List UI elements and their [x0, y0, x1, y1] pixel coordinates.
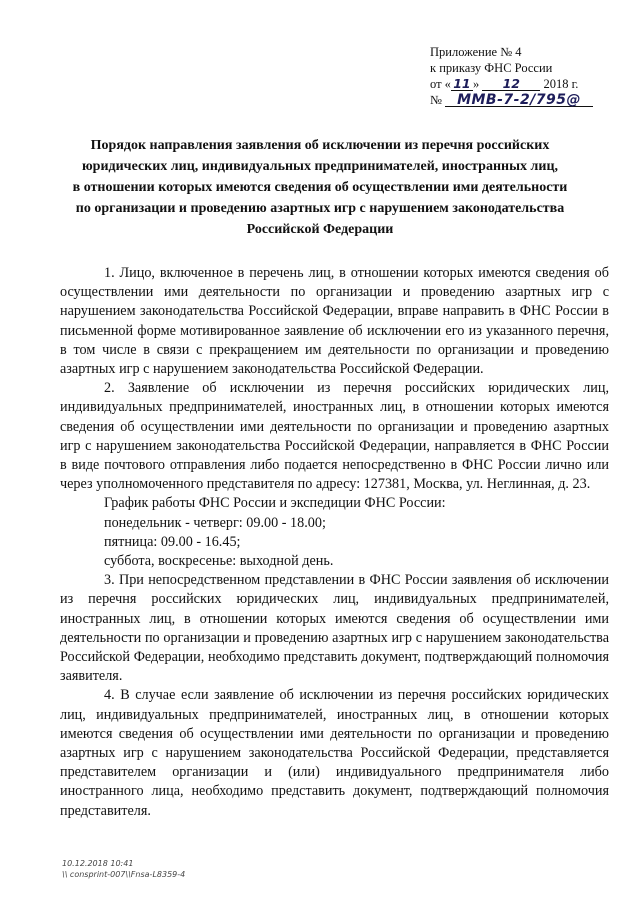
date-mid: »: [472, 77, 480, 91]
title-line: в отношении которых имеются сведения об осуществлении ими деятельности: [72, 180, 568, 195]
paragraph-2: 2. Заявление об исключении из перечня российских юридических лиц, индивидуальных предпринимателей, иностранных лиц, в отношении которых имеются сведения об осуществлении ими деятельности по организации и проведению азартных игр с нарушением законодательства Российской Федерации, направляется в ФНС России в виде почтового отправления либо подается непосредственно в ФНС России лично или через уполномоченного представителя по адресу: 127381, Москва, ул. Неглинная, д. 23.: [60, 380, 609, 493]
order-number-line: [430, 92, 593, 108]
approval-header: [430, 44, 593, 108]
schedule-weekdays: понедельник - четверг: 09.00 - 18.00;: [104, 514, 326, 531]
number-prefix: №: [430, 93, 442, 107]
title-line: Российской Федерации: [246, 222, 394, 237]
order-reference: к приказу ФНС России: [430, 61, 553, 75]
order-date: [430, 76, 593, 92]
title-line: юридических лиц, индивидуальных предпринимателей, иностранных лиц,: [81, 159, 559, 174]
schedule-weekend: суббота, воскресенье: выходной день.: [104, 553, 334, 570]
print-timestamp: 10.12.2018 10:41: [62, 859, 134, 868]
appendix-label: Приложение № 4: [430, 45, 522, 59]
date-month-handwritten: 12: [482, 76, 540, 91]
schedule-title: График работы ФНС России и экспедиции ФНС России:: [104, 495, 446, 512]
document-body: [60, 264, 609, 821]
paragraph-1: 1. Лицо, включенное в перечень лиц, в отношении которых имеются сведения об осуществлении ими деятельности по организации и проведению азартных игр с нарушением законодательства Российской Федерации, вправе направить в ФНС России в письменной форме мотивированное заявление об исключении его из указанного перечня, в том числе в связи с прекращением им деятельности по организации и проведению азартных игр с нарушением законодательства Российской Федерации.: [60, 265, 609, 378]
date-day-handwritten: 11: [451, 76, 473, 91]
paragraph-3: 3. При непосредственном представлении в ФНС России заявления об исключении из перечня российских юридических лиц, индивидуальных предпринимателей, иностранных лиц, в отношении которых имеются сведения об осуществлении ими деятельности по организации и проведению азартных игр с нарушением законодательства Российской Федерации, необходимо представить документ, подтверждающий полномочия заявителя.: [60, 572, 609, 685]
schedule-friday: пятница: 09.00 - 16.45;: [104, 533, 241, 550]
paragraph-4: 4. В случае если заявление об исключении из перечня российских юридических лиц, индивидуальных предпринимателей, иностранных лиц, в отношении которых имеются сведения об осуществлении ими деятельности по организации и проведению азартных игр с нарушением законодательства Российской Федерации, представляется представителем организации и (или) индивидуального предпринимателя либо иностранного лица, необходимо представить документ, подтверждающий полномочия представителя.: [60, 687, 609, 819]
print-path: \\ consprint-007\\Fnsa-L8359-4: [62, 870, 186, 879]
order-number-handwritten: ММВ-7-2/795@: [445, 92, 593, 107]
date-prefix: от «: [430, 77, 451, 91]
date-year: 2018 г.: [543, 77, 579, 91]
title-line: Порядок направления заявления об исключении из перечня российских: [90, 138, 550, 153]
print-footer: [62, 858, 185, 880]
title-line: по организации и проведению азартных игр с нарушением законодательства: [75, 201, 565, 216]
document-title: [60, 135, 580, 240]
